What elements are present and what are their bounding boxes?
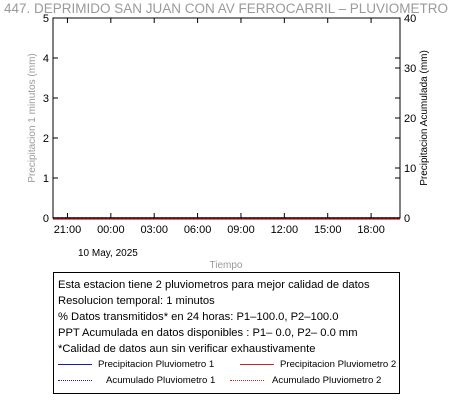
info-line: Esta estacion tiene 2 pluviometros para mejor calidad de datos [58, 279, 370, 291]
legend-swatch-acum-2 [230, 380, 264, 381]
legend-label: Acumulado Pluviometro 1 [106, 375, 216, 386]
right-y-tick-label: 20 [404, 113, 417, 125]
info-line: PPT Acumulada en datos disponibles : P1– 0.0, P2– 0.0 mm [58, 327, 358, 339]
left-y-tick-label: 5 [42, 13, 49, 25]
left-y-tick-label: 2 [42, 133, 49, 145]
x-axis [54, 18, 385, 236]
x-tick-label: 12:00 [270, 224, 299, 236]
right-y-tick-label: 40 [404, 13, 417, 25]
legend-label: Precipitacion Pluviometro 1 [98, 359, 215, 370]
legend-label: Acumulado Pluviometro 2 [272, 375, 382, 386]
x-tick-label: 09:00 [227, 224, 255, 236]
info-line: Resolucion temporal: 1 minutos [58, 295, 215, 307]
right-y-tick-label: 0 [404, 213, 411, 225]
plot-frame [53, 18, 400, 218]
left-y-tick-label: 1 [42, 173, 49, 185]
left-y-tick-label: 3 [42, 93, 49, 105]
info-line: % Datos transmitidos* en 24 horas: P1–100.0, P2–100.0 [58, 311, 339, 323]
info-line: *Calidad de datos aun sin verificar exhaustivamente [58, 343, 316, 355]
x-tick-label: 18:00 [357, 224, 385, 236]
date-label: 10 May, 2025 [78, 248, 138, 259]
x-tick-label: 15:00 [313, 224, 342, 236]
right-y-tick-label: 10 [404, 163, 417, 175]
legend-row [58, 373, 399, 389]
x-tick-label: 00:00 [97, 224, 125, 236]
legend-swatch-precip-2 [240, 364, 274, 365]
info-box [53, 272, 400, 394]
right-y-axis-title: Precipitacion Acumulada (mm) [419, 50, 430, 186]
legend-swatch-acum-1 [58, 380, 92, 381]
left-y-tick-label: 0 [42, 213, 49, 225]
left-y-tick-label: 4 [42, 53, 49, 65]
right-y-axis [395, 13, 416, 225]
legend-row [58, 357, 399, 373]
x-tick-label: 21:00 [53, 224, 82, 236]
x-tick-label: 03:00 [140, 224, 168, 236]
right-y-tick-label: 30 [404, 63, 417, 75]
legend-swatch-precip-1 [58, 364, 92, 365]
x-tick-label: 06:00 [183, 224, 212, 236]
chart-title: 447. DEPRIMIDO SAN JUAN CON AV FERROCARRIL – PLUVIOMETRO [3, 1, 449, 16]
x-axis-title: Tiempo [209, 260, 243, 270]
legend-label: Precipitacion Pluviometro 2 [280, 359, 397, 370]
left-y-axis [43, 13, 400, 225]
left-y-axis-title: Precipitacion 1 minutos (mm) [27, 53, 38, 183]
